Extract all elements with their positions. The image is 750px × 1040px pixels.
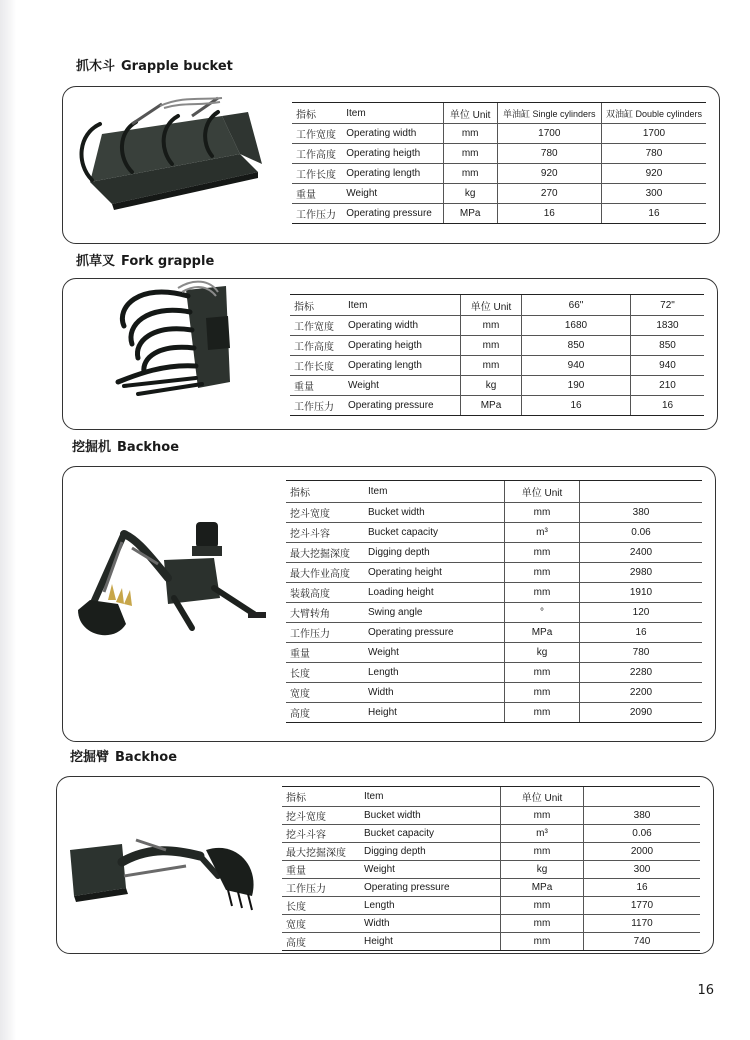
table-row xyxy=(286,703,702,723)
row-item-zh: 最大挖掘深度 xyxy=(282,843,360,861)
row-unit: kg xyxy=(505,643,580,663)
header-col-1: 单油缸 Single cylinders xyxy=(497,103,601,124)
fork-grapple-spec-table xyxy=(290,294,704,416)
table-row xyxy=(286,683,702,703)
row-value-1: 850 xyxy=(522,336,631,356)
section-title-zh: 抓木斗 xyxy=(76,59,116,74)
table-row xyxy=(286,643,702,663)
row-item-en: Weight xyxy=(360,861,501,879)
row-unit: mm xyxy=(501,897,584,915)
row-item-en: Bucket capacity xyxy=(360,825,501,843)
row-value-1: 380 xyxy=(580,503,703,523)
table-row xyxy=(282,897,700,915)
row-item-zh: 工作压力 xyxy=(282,879,360,897)
row-value-1: 0.06 xyxy=(584,825,701,843)
row-value-1: 780 xyxy=(497,144,601,164)
row-unit: mm xyxy=(505,503,580,523)
row-value-1: 16 xyxy=(497,204,601,224)
row-value-1: 16 xyxy=(522,396,631,416)
header-item-zh: 指标 xyxy=(292,103,342,124)
header-item-en: Item xyxy=(364,481,505,503)
row-item-zh: 工作长度 xyxy=(290,356,344,376)
table-row xyxy=(286,503,702,523)
row-item-zh: 工作长度 xyxy=(292,164,342,184)
row-value-1: 16 xyxy=(584,879,701,897)
row-item-zh: 工作宽度 xyxy=(292,124,342,144)
header-item-en: Item xyxy=(342,103,443,124)
row-item-en: Weight xyxy=(344,376,461,396)
table-row xyxy=(290,356,704,376)
row-item-zh: 重量 xyxy=(290,376,344,396)
table-row xyxy=(290,316,704,336)
section-title-zh: 抓草叉 xyxy=(76,254,116,269)
row-item-en: Length xyxy=(364,663,505,683)
row-item-en: Bucket width xyxy=(364,503,505,523)
table-row xyxy=(286,623,702,643)
row-item-zh: 工作高度 xyxy=(290,336,344,356)
grapple-bucket-spec-table xyxy=(292,102,706,224)
section-title-grapple-bucket xyxy=(76,55,233,74)
row-item-zh: 重量 xyxy=(282,861,360,879)
row-item-zh: 高度 xyxy=(282,933,360,951)
row-unit: mm xyxy=(461,336,522,356)
row-value-2: 16 xyxy=(601,204,706,224)
row-unit: mm xyxy=(505,663,580,683)
section-title-fork-grapple xyxy=(76,250,214,269)
row-item-en: Operating height xyxy=(364,563,505,583)
row-item-zh: 工作高度 xyxy=(292,144,342,164)
header-unit: 单位 Unit xyxy=(505,481,580,503)
table-header-row xyxy=(282,787,700,807)
row-item-zh: 大臂转角 xyxy=(286,603,364,623)
table-row xyxy=(286,543,702,563)
table-header-row xyxy=(292,103,706,124)
table-row xyxy=(286,663,702,683)
row-value-2: 210 xyxy=(631,376,705,396)
row-item-en: Width xyxy=(360,915,501,933)
row-item-zh: 挖斗宽度 xyxy=(282,807,360,825)
row-item-zh: 挖斗宽度 xyxy=(286,503,364,523)
row-value-1: 270 xyxy=(497,184,601,204)
row-value-1: 1170 xyxy=(584,915,701,933)
header-unit: 单位 Unit xyxy=(501,787,584,807)
row-item-en: Operating pressure xyxy=(342,204,443,224)
section-title-en: Backhoe xyxy=(115,750,178,765)
row-value-1: 1680 xyxy=(522,316,631,336)
row-item-en: Swing angle xyxy=(364,603,505,623)
table-row xyxy=(292,144,706,164)
header-unit: 单位 Unit xyxy=(443,103,497,124)
table-row xyxy=(286,583,702,603)
row-item-zh: 最大挖掘深度 xyxy=(286,543,364,563)
row-value-2: 850 xyxy=(631,336,705,356)
table-row xyxy=(282,825,700,843)
row-value-1: 16 xyxy=(580,623,703,643)
row-item-en: Operating length xyxy=(344,356,461,376)
table-row xyxy=(290,336,704,356)
table-row xyxy=(290,376,704,396)
row-value-1: 1770 xyxy=(584,897,701,915)
row-unit: mm xyxy=(443,124,497,144)
section-title-zh: 挖掘机 xyxy=(72,440,112,455)
row-value-1: 1700 xyxy=(497,124,601,144)
row-unit: mm xyxy=(505,563,580,583)
grapple-bucket-image xyxy=(72,94,272,219)
row-item-en: Digging depth xyxy=(360,843,501,861)
row-item-zh: 挖斗斗容 xyxy=(282,825,360,843)
row-unit: kg xyxy=(501,861,584,879)
row-unit: m³ xyxy=(505,523,580,543)
row-value-2: 920 xyxy=(601,164,706,184)
page-number: 16 xyxy=(697,983,714,998)
row-unit: mm xyxy=(461,356,522,376)
row-unit: kg xyxy=(461,376,522,396)
backhoe-arm-spec-table xyxy=(282,786,700,951)
row-item-en: Height xyxy=(364,703,505,723)
row-unit: mm xyxy=(443,144,497,164)
backhoe-arm-image xyxy=(66,826,262,916)
row-value-1: 2200 xyxy=(580,683,703,703)
header-col-1: 66" xyxy=(522,295,631,316)
section-title-en: Grapple bucket xyxy=(121,59,233,74)
row-value-1: 2980 xyxy=(580,563,703,583)
table-row xyxy=(282,861,700,879)
row-unit: MPa xyxy=(505,623,580,643)
row-unit: mm xyxy=(505,703,580,723)
row-value-1: 940 xyxy=(522,356,631,376)
row-item-en: Operating length xyxy=(342,164,443,184)
row-value-1: 0.06 xyxy=(580,523,703,543)
row-value-2: 1830 xyxy=(631,316,705,336)
row-item-zh: 长度 xyxy=(282,897,360,915)
row-unit: m³ xyxy=(501,825,584,843)
row-value-1: 380 xyxy=(584,807,701,825)
row-unit: MPa xyxy=(461,396,522,416)
table-row xyxy=(292,124,706,144)
header-unit: 单位 Unit xyxy=(461,295,522,316)
row-item-en: Bucket capacity xyxy=(364,523,505,543)
row-unit: mm xyxy=(501,933,584,951)
row-unit: MPa xyxy=(501,879,584,897)
row-unit: mm xyxy=(505,583,580,603)
row-value-1: 190 xyxy=(522,376,631,396)
row-item-en: Operating width xyxy=(344,316,461,336)
row-unit: mm xyxy=(443,164,497,184)
row-unit: mm xyxy=(501,843,584,861)
section-title-backhoe-arm xyxy=(70,746,177,765)
table-row xyxy=(282,843,700,861)
table-header-row xyxy=(290,295,704,316)
table-row xyxy=(292,164,706,184)
row-value-1: 920 xyxy=(497,164,601,184)
row-value-2: 16 xyxy=(631,396,705,416)
row-item-zh: 最大作业高度 xyxy=(286,563,364,583)
row-unit: mm xyxy=(461,316,522,336)
row-item-zh: 工作宽度 xyxy=(290,316,344,336)
row-value-1: 2000 xyxy=(584,843,701,861)
row-value-2: 300 xyxy=(601,184,706,204)
table-row xyxy=(290,396,704,416)
table-row xyxy=(282,879,700,897)
row-item-zh: 宽度 xyxy=(286,683,364,703)
row-item-en: Width xyxy=(364,683,505,703)
row-item-en: Operating heigth xyxy=(344,336,461,356)
row-value-1: 1910 xyxy=(580,583,703,603)
row-item-zh: 装载高度 xyxy=(286,583,364,603)
row-item-en: Length xyxy=(360,897,501,915)
row-item-en: Bucket width xyxy=(360,807,501,825)
header-col-1 xyxy=(584,787,701,807)
row-item-en: Operating pressure xyxy=(364,623,505,643)
header-col-1 xyxy=(580,481,703,503)
table-row xyxy=(282,933,700,951)
header-item-zh: 指标 xyxy=(286,481,364,503)
section-title-zh: 挖掘臂 xyxy=(70,750,110,765)
table-row xyxy=(286,603,702,623)
row-item-en: Weight xyxy=(342,184,443,204)
row-unit: MPa xyxy=(443,204,497,224)
table-row xyxy=(292,204,706,224)
fork-grapple-image xyxy=(98,278,248,398)
row-value-1: 120 xyxy=(580,603,703,623)
section-title-en: Fork grapple xyxy=(121,254,215,269)
row-item-en: Operating pressure xyxy=(344,396,461,416)
row-item-en: Loading height xyxy=(364,583,505,603)
row-value-1: 300 xyxy=(584,861,701,879)
row-value-1: 2280 xyxy=(580,663,703,683)
header-item-zh: 指标 xyxy=(282,787,360,807)
section-title-backhoe xyxy=(72,436,179,455)
row-item-en: Height xyxy=(360,933,501,951)
table-row xyxy=(282,807,700,825)
row-item-zh: 工作压力 xyxy=(290,396,344,416)
row-value-2: 1700 xyxy=(601,124,706,144)
backhoe-image xyxy=(64,518,274,650)
header-col-2: 72" xyxy=(631,295,705,316)
table-row xyxy=(292,184,706,204)
table-row xyxy=(286,563,702,583)
row-unit: mm xyxy=(505,543,580,563)
row-value-1: 2400 xyxy=(580,543,703,563)
row-item-zh: 宽度 xyxy=(282,915,360,933)
row-item-zh: 挖斗斗容 xyxy=(286,523,364,543)
row-unit: kg xyxy=(443,184,497,204)
row-unit: mm xyxy=(505,683,580,703)
header-item-zh: 指标 xyxy=(290,295,344,316)
row-item-en: Weight xyxy=(364,643,505,663)
row-item-en: Operating heigth xyxy=(342,144,443,164)
row-unit: ° xyxy=(505,603,580,623)
header-item-en: Item xyxy=(344,295,461,316)
row-value-2: 780 xyxy=(601,144,706,164)
backhoe-spec-table xyxy=(286,480,702,723)
row-unit: mm xyxy=(501,915,584,933)
page-edge-shadow xyxy=(0,0,16,1040)
row-value-1: 780 xyxy=(580,643,703,663)
table-header-row xyxy=(286,481,702,503)
row-value-2: 940 xyxy=(631,356,705,376)
row-unit: mm xyxy=(501,807,584,825)
row-item-zh: 重量 xyxy=(286,643,364,663)
row-item-zh: 工作压力 xyxy=(292,204,342,224)
row-item-en: Operating pressure xyxy=(360,879,501,897)
row-item-en: Digging depth xyxy=(364,543,505,563)
row-item-zh: 重量 xyxy=(292,184,342,204)
row-item-zh: 高度 xyxy=(286,703,364,723)
row-item-en: Operating width xyxy=(342,124,443,144)
table-row xyxy=(282,915,700,933)
row-value-1: 740 xyxy=(584,933,701,951)
row-value-1: 2090 xyxy=(580,703,703,723)
row-item-zh: 长度 xyxy=(286,663,364,683)
row-item-zh: 工作压力 xyxy=(286,623,364,643)
section-title-en: Backhoe xyxy=(117,440,180,455)
header-item-en: Item xyxy=(360,787,501,807)
header-col-2: 双油缸 Double cylinders xyxy=(601,103,706,124)
table-row xyxy=(286,523,702,543)
